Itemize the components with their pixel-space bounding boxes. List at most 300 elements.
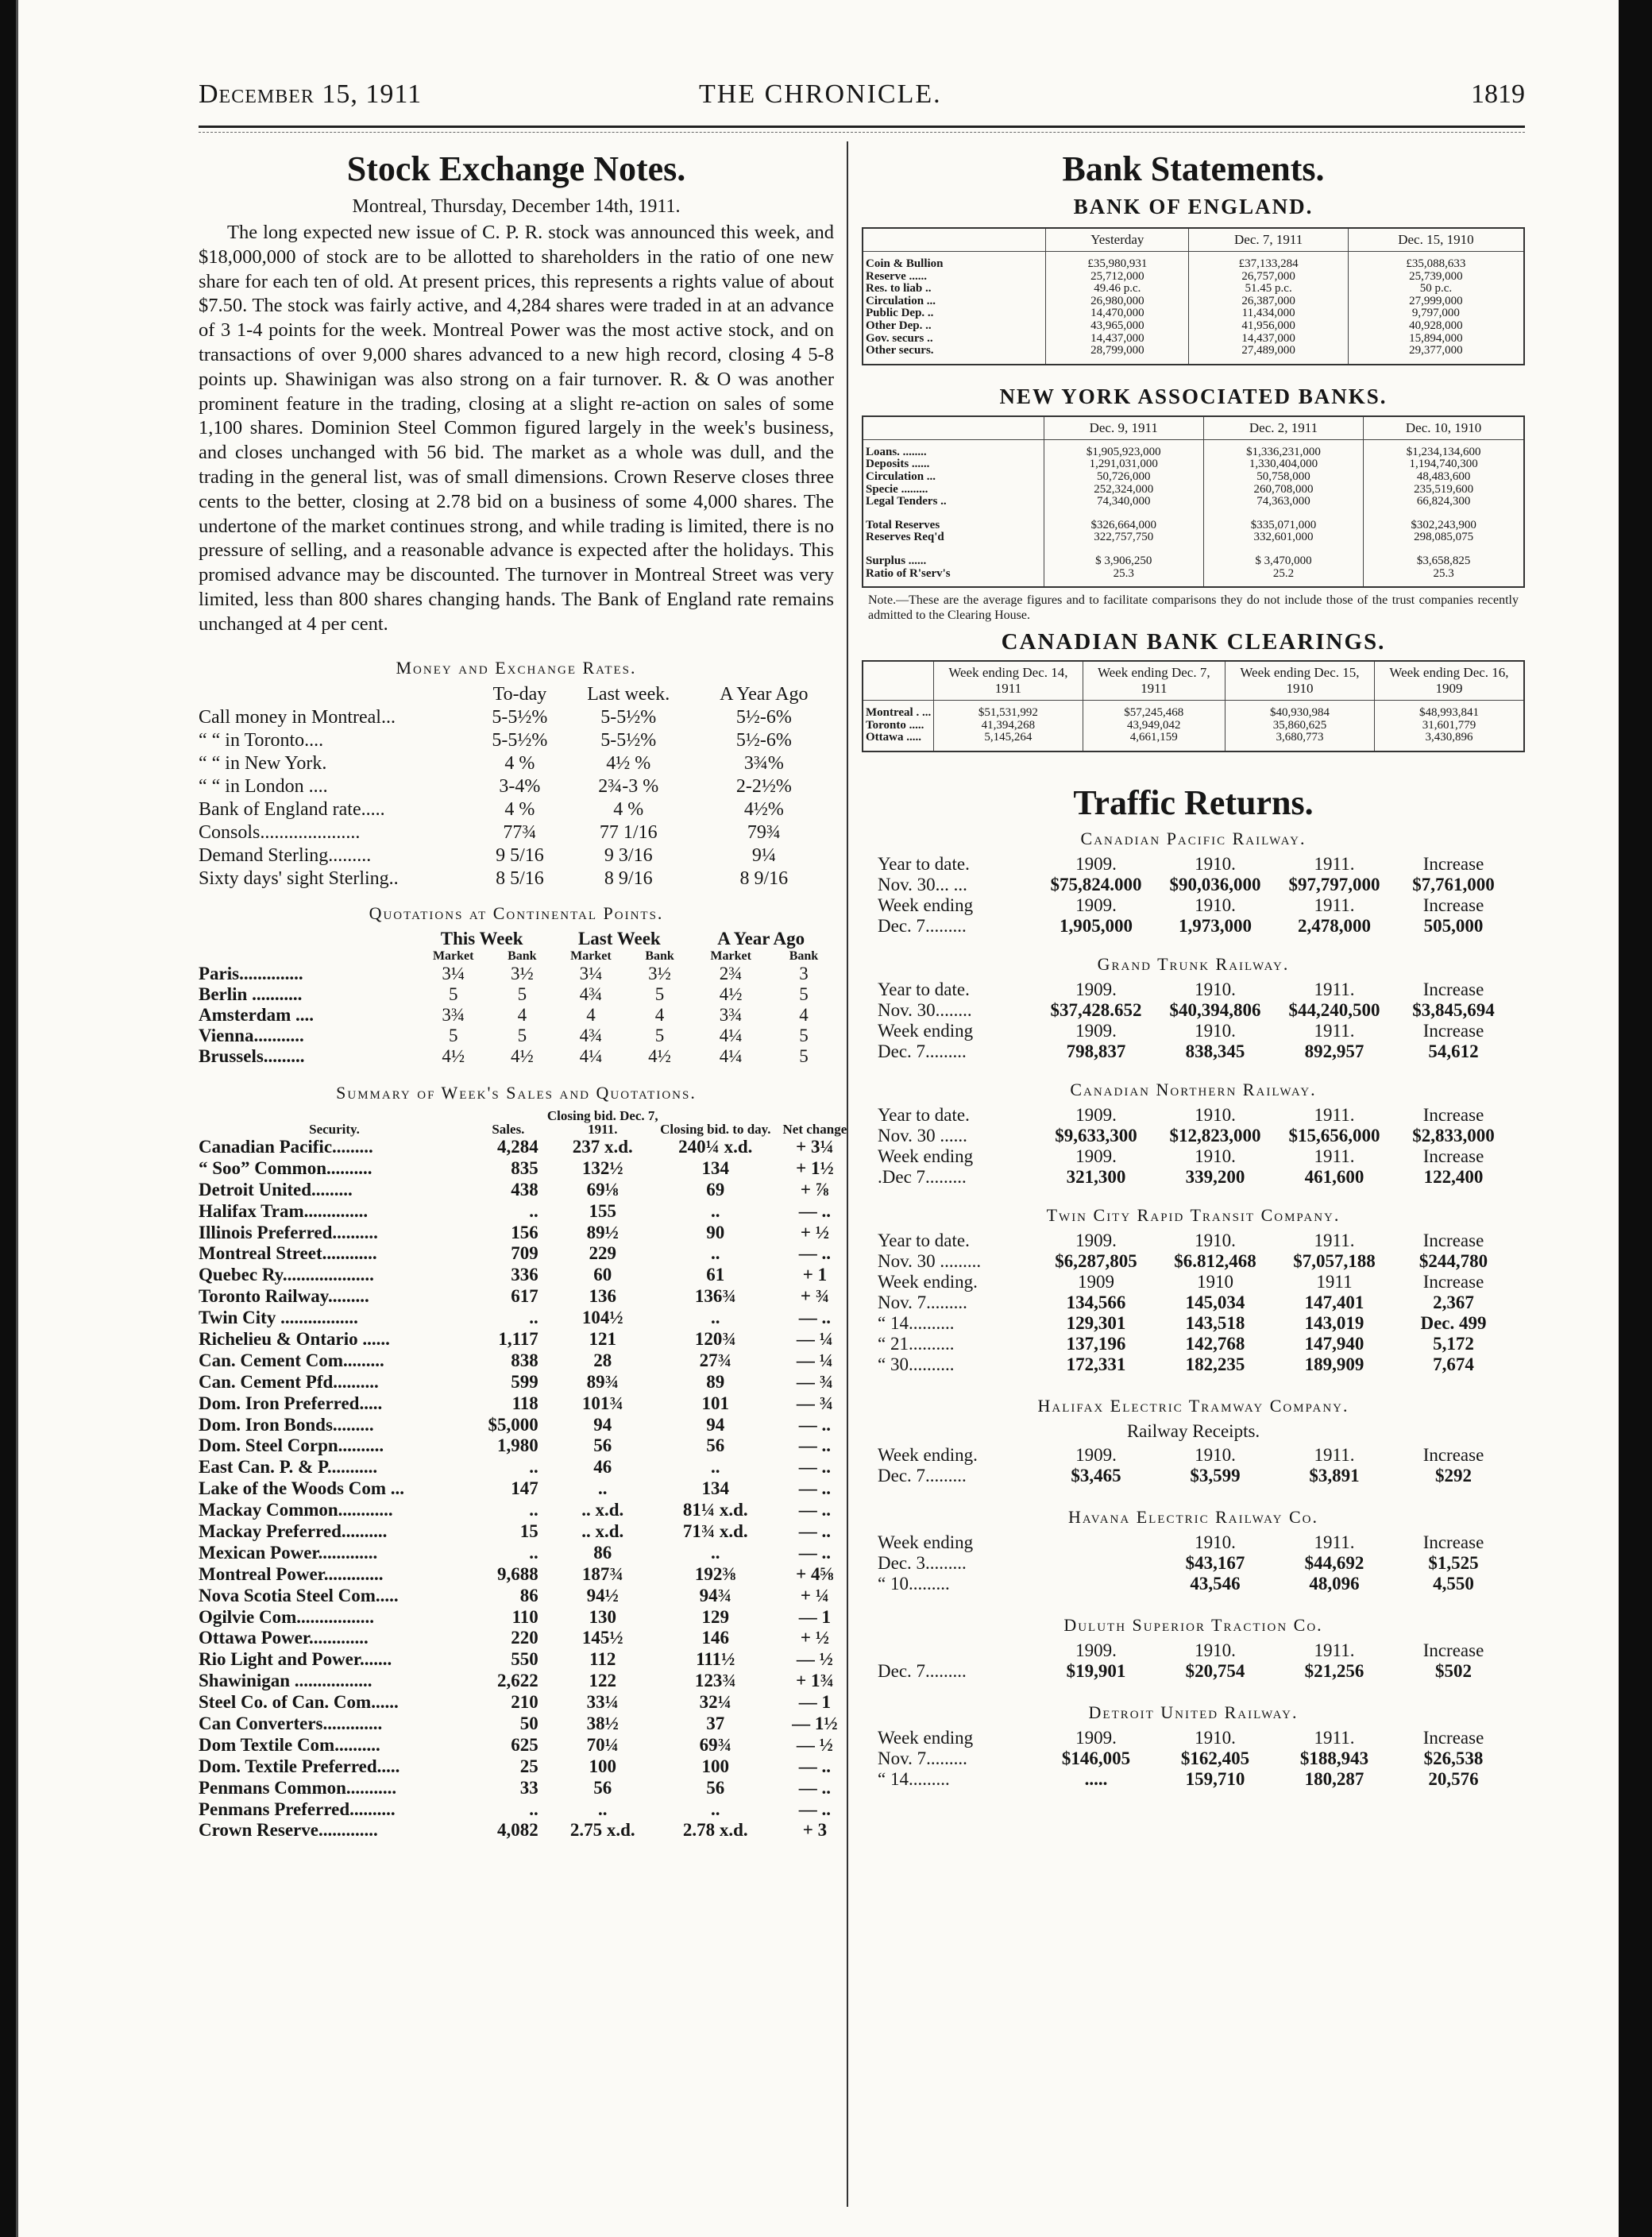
summary-closing-today: 69¾ (699, 1734, 731, 1755)
stock-notes-body: The long expected new issue of C. P. R. stock was announced this week, and $18,000,000 of stock are to be allotted to shareholders in the ratio of one new share for each ten of old. At present prices, this represents a rights value of about $7.50. The stock was fairly active, and 4,284 shares were traded in at an advance of 3 1-4 points for the week. Montreal Power was the most active stock, and on transactions of over 9,000 shares advanced to a new high record, closing 4 5-8 points up. Shawinigan was also strong on a fair turnover. R. & O was another prominent feature in the trading, closing at a slight re-action on sales of some 1,100 shares. Dominion Steel Common figured largely in the week's business, and closes unchanged with 56 bid. The market as a whole was dull, and the trading in the general list, was of small dimensions. Crown Reserve closes three cents to the better, closing at 2.78 bid on a business of some 4,000 shares. The undertone of the market continues strong, and while trading is limited, there is no pressure of selling, and a reasonable advance is expected after the holidays. This promised advance may be discounted. The turnover in Montreal Street was very limited, less than 800 shares changing hands. The Bank of England rate remains unchanged at 4 per cent. (199, 222, 834, 635)
summary-closing-prev: 89½ (586, 1222, 619, 1242)
summary-closing-prev: .. x.d. (581, 1500, 624, 1520)
continental-row (199, 1005, 834, 1026)
traffic-cnr-table (878, 1105, 1513, 1188)
canadian-clearings-value-column (934, 701, 1083, 751)
traffic-label: .Dec 7......... (878, 1166, 967, 1187)
summary-sales: 25 (519, 1756, 538, 1776)
traffic-value: $1,525 (1428, 1552, 1479, 1573)
money-rate-value: 77¾ (503, 821, 537, 843)
traffic-value: $7,057,188 (1293, 1250, 1376, 1271)
summary-row (199, 1286, 858, 1308)
summary-row (199, 1628, 858, 1649)
summary-sales: 156 (511, 1222, 538, 1242)
bank-of-england-data-row (863, 252, 1524, 365)
summary-table (199, 1108, 858, 1841)
new-york-banks-value: 25.2 (1272, 566, 1295, 580)
new-york-banks-label: Reserves Req'd (866, 531, 944, 544)
traffic-label: Week ending. (878, 1271, 978, 1292)
bank-of-england-value: 14,470,000 (1090, 307, 1144, 320)
summary-net-change: — ¼ (796, 1329, 833, 1349)
new-york-banks-value: 252,324,000 (1094, 482, 1154, 496)
traffic-value: 142,768 (1185, 1333, 1245, 1354)
continental-sub-header: Market (432, 949, 474, 963)
summary-header: Net change (782, 1121, 847, 1137)
traffic-label: Nov. 30 ......... (878, 1250, 982, 1271)
continental-table (199, 929, 834, 1067)
summary-closing-prev: 70¼ (586, 1734, 619, 1755)
traffic-value: 180,287 (1304, 1768, 1364, 1789)
summary-security: Toronto Railway......... (199, 1286, 369, 1307)
traffic-label: Dec. 7......... (878, 1465, 967, 1486)
summary-security: Detroit United......... (199, 1179, 353, 1200)
bank-of-england-label: Other securs. (866, 344, 934, 357)
summary-security: Mackay Preferred.......... (199, 1521, 388, 1542)
continental-value: 5 (654, 983, 665, 1004)
canadian-clearings-header: Week ending Dec. 16, 1909 (1374, 661, 1524, 701)
summary-closing-prev: 229 (589, 1243, 617, 1264)
traffic-detroit-row (878, 1769, 1513, 1790)
bank-of-england-label-column (863, 252, 1046, 365)
continental-value: 2¾ (719, 963, 743, 983)
page-right-edge (1619, 0, 1652, 2237)
money-rate-value: 9 5/16 (496, 844, 544, 866)
traffic-halifax-row (878, 1445, 1513, 1466)
summary-closing-today: .. (711, 1308, 720, 1328)
traffic-value: 1910 (1197, 1271, 1233, 1292)
traffic-twin-table (878, 1231, 1513, 1375)
summary-security: Steel Co. of Can. Com...... (199, 1692, 399, 1713)
traffic-value: Increase (1422, 1727, 1484, 1748)
bank-of-england-value: 25,739,000 (1409, 269, 1463, 283)
summary-closing-today: .. (711, 1542, 720, 1563)
canadian-clearings-value: 43,949,042 (1127, 718, 1181, 732)
new-york-banks-data-row (863, 439, 1524, 587)
left-column (199, 147, 847, 1841)
bank-of-england-value: 9,797,000 (1411, 307, 1460, 320)
summary-security: Lake of the Woods Com ... (199, 1478, 404, 1499)
summary-security: Dom. Iron Preferred..... (199, 1393, 383, 1413)
traffic-cnr-row (878, 1146, 1513, 1167)
traffic-duluth-row (878, 1661, 1513, 1682)
summary-sales: 50 (519, 1713, 538, 1734)
summary-row (199, 1243, 858, 1265)
money-rate-value: 3¾% (743, 752, 784, 774)
summary-closing-prev: .. x.d. (581, 1521, 624, 1542)
canadian-clearings-label: Toronto ..... (866, 718, 924, 732)
traffic-label: Nov. 7......... (878, 1748, 967, 1768)
new-york-banks-value: $302,243,900 (1411, 518, 1476, 531)
new-york-banks-value: 74,340,000 (1096, 495, 1151, 508)
money-rates-header: A Year Ago (720, 683, 809, 705)
summary-net-change: — .. (798, 1521, 832, 1542)
summary-row (199, 1756, 858, 1777)
summary-sales: .. (529, 1500, 538, 1520)
summary-sales: 9,688 (497, 1563, 538, 1584)
traffic-value: 1910. (1195, 1020, 1236, 1041)
summary-sales: 2,622 (497, 1671, 538, 1691)
new-york-banks-value: $1,336,231,000 (1246, 445, 1321, 458)
bank-of-england-value: 25,712,000 (1090, 269, 1144, 283)
summary-sales: 4,284 (497, 1136, 538, 1157)
bank-of-england-title: BANK OF ENGLAND. (1073, 195, 1314, 218)
traffic-value: 137,196 (1066, 1333, 1126, 1354)
traffic-twin-title: Twin City Rapid Transit Company. (1046, 1204, 1341, 1225)
summary-sales: 625 (511, 1734, 538, 1755)
summary-closing-today: 192⅜ (694, 1563, 736, 1584)
traffic-value: Increase (1422, 1020, 1484, 1041)
summary-row (199, 1585, 858, 1606)
traffic-value: 461,600 (1304, 1166, 1364, 1187)
new-york-banks-label: Circulation ... (866, 469, 936, 483)
bank-of-england-value: 28,799,000 (1090, 344, 1144, 357)
summary-closing-today: .. (711, 1200, 720, 1221)
bank-of-england-label: Public Dep. .. (866, 307, 934, 320)
summary-sales: 1,117 (498, 1329, 538, 1349)
traffic-value: $162,405 (1180, 1748, 1250, 1768)
money-rates-table (199, 683, 834, 891)
summary-security: Shawinigan ................. (199, 1671, 372, 1691)
summary-closing-prev: 60 (593, 1265, 612, 1285)
traffic-value: 1911. (1314, 894, 1355, 915)
canadian-clearings-value: 5,145,264 (984, 731, 1032, 744)
traffic-value: 143,019 (1304, 1312, 1364, 1333)
continental-row (199, 1026, 834, 1046)
summary-sales: 220 (511, 1628, 538, 1648)
money-rates-header (199, 683, 477, 706)
continental-row (199, 964, 834, 984)
traffic-cnr-row (878, 1167, 1513, 1188)
new-york-note: Note.—These are the average figures and to facilitate comparisons they do not include those of the trust companies recently admitted to the Clearing House. (868, 593, 1519, 623)
summary-row (199, 1457, 858, 1478)
money-rates-title: Money and Exchange Rates. (396, 657, 637, 678)
traffic-value: $44,240,500 (1288, 999, 1380, 1020)
money-rate-value: 9¼ (751, 844, 776, 866)
continental-city: Paris.............. (199, 963, 303, 983)
summary-closing-prev: 69⅛ (586, 1179, 619, 1200)
traffic-value: 1911. (1314, 979, 1355, 999)
summary-closing-prev: 145½ (581, 1628, 623, 1648)
money-rates-header: To-day (492, 683, 547, 705)
summary-security: Canadian Pacific......... (199, 1136, 373, 1157)
traffic-label: Dec. 7......... (878, 1660, 967, 1681)
summary-sales: 86 (519, 1585, 538, 1605)
summary-closing-prev: 56 (593, 1435, 612, 1456)
traffic-value: 4,550 (1433, 1573, 1474, 1594)
new-york-banks-value: $ 3,470,000 (1255, 554, 1312, 567)
traffic-value: 2,367 (1433, 1292, 1474, 1312)
new-york-banks-label: Specie ......... (866, 482, 928, 496)
continental-value: 4½ (719, 983, 743, 1004)
traffic-value: 172,331 (1066, 1354, 1126, 1374)
bank-of-england-value: £35,980,931 (1087, 257, 1148, 270)
continental-sub-row (199, 949, 834, 964)
money-rate-label: “ “ in London .... (199, 775, 328, 797)
summary-security: Mexican Power............. (199, 1542, 378, 1563)
traffic-value: $146,005 (1061, 1748, 1131, 1768)
traffic-label: “ 14......... (878, 1768, 950, 1789)
money-rate-value: 9 3/16 (604, 844, 653, 866)
summary-row (199, 1137, 858, 1158)
continental-sub-header: Bank (508, 949, 537, 963)
traffic-value: $97,797,000 (1288, 874, 1380, 894)
summary-closing-prev: .. (598, 1478, 608, 1499)
traffic-value: Increase (1422, 853, 1484, 874)
summary-sales: 1,980 (497, 1435, 538, 1456)
summary-closing-prev: 121 (589, 1329, 617, 1349)
money-rate-value: 3-4% (499, 775, 541, 797)
traffic-value (1036, 1553, 1156, 1574)
summary-security: Crown Reserve............. (199, 1820, 378, 1841)
summary-closing-today: .. (711, 1798, 720, 1819)
summary-sales: .. (529, 1542, 538, 1563)
continental-value: 3¼ (579, 963, 603, 983)
bank-of-england-value: 26,387,000 (1241, 294, 1295, 307)
summary-net-change: — 1 (798, 1692, 832, 1713)
summary-sales: 550 (511, 1649, 538, 1670)
summary-sales: 4,082 (497, 1820, 538, 1841)
header-title: THE CHRONICLE. (699, 79, 942, 109)
canadian-clearings-value: $51,531,992 (978, 706, 1038, 720)
traffic-value: Increase (1422, 979, 1484, 999)
canadian-clearings-value: $57,245,468 (1124, 706, 1184, 720)
traffic-value: 1910. (1195, 1146, 1236, 1166)
header-rule (199, 126, 1525, 128)
traffic-label: Year to date. (878, 979, 970, 999)
canadian-clearings-header (863, 661, 934, 701)
continental-value: 4½ (442, 1045, 465, 1066)
traffic-havana-row (878, 1574, 1513, 1594)
traffic-value: 1909 (1078, 1271, 1114, 1292)
traffic-cnr-title: Canadian Northern Railway. (1070, 1079, 1317, 1099)
traffic-label: Nov. 30... ... (878, 874, 967, 894)
new-york-banks-value-column (1364, 439, 1524, 587)
continental-blank-sub (199, 949, 413, 964)
summary-closing-today: 89 (706, 1371, 725, 1392)
continental-value: 5 (517, 983, 527, 1004)
money-rate-value: 5½-6% (735, 706, 792, 728)
new-york-banks-title: NEW YORK ASSOCIATED BANKS. (999, 384, 1388, 408)
money-rate-value: 4 % (613, 798, 644, 820)
summary-security: Can. Cement Pfd.......... (199, 1371, 379, 1392)
continental-group-header: This Week (440, 928, 523, 949)
traffic-value: 129,301 (1066, 1312, 1126, 1333)
continental-sub-header: Bank (645, 949, 674, 963)
money-rate-label: Sixty days' sight Sterling.. (199, 867, 399, 889)
traffic-twin-row (878, 1272, 1513, 1292)
summary-security: Ogilvie Com................. (199, 1606, 375, 1627)
traffic-value: $43,167 (1185, 1552, 1245, 1573)
summary-closing-today: 37 (706, 1713, 725, 1734)
summary-closing-today: 240¼ x.d. (678, 1136, 753, 1157)
summary-row (199, 1435, 858, 1457)
traffic-label: Week ending (878, 1020, 974, 1041)
summary-security: Dom. Textile Preferred..... (199, 1756, 400, 1776)
traffic-value: 1,973,000 (1179, 915, 1252, 936)
summary-sales: 835 (511, 1157, 538, 1178)
bank-of-england-label: Res. to liab .. (866, 282, 932, 296)
traffic-value: 1909. (1075, 1146, 1117, 1166)
traffic-value: Increase (1422, 1532, 1484, 1552)
summary-header: Closing bid. Dec. 7, 1911. (546, 1107, 658, 1137)
money-rate-label: Call money in Montreal... (199, 706, 396, 728)
traffic-twin-row (878, 1231, 1513, 1251)
traffic-value: Increase (1422, 1640, 1484, 1660)
bank-of-england-value: 43,965,000 (1090, 319, 1144, 332)
new-york-banks-label: Total Reserves (866, 518, 940, 531)
summary-sales: 709 (511, 1243, 538, 1264)
summary-closing-prev: 104½ (581, 1308, 623, 1328)
traffic-value: 1911. (1314, 1230, 1355, 1250)
canadian-clearings-value: 3,430,896 (1425, 731, 1473, 744)
money-rates-row (199, 821, 834, 844)
traffic-value: $7,761,000 (1412, 874, 1495, 894)
traffic-value: 838,345 (1185, 1041, 1245, 1061)
traffic-value: ..... (1084, 1768, 1108, 1789)
traffic-value: 1909. (1075, 853, 1117, 874)
canadian-clearings-title: CANADIAN BANK CLEARINGS. (1001, 629, 1386, 655)
traffic-cpr-row (878, 916, 1513, 937)
summary-net-change: + ¾ (800, 1286, 829, 1307)
summary-closing-prev: 56 (593, 1777, 612, 1798)
summary-sales: .. (529, 1308, 538, 1328)
summary-sales: .. (529, 1457, 538, 1478)
right-column (862, 147, 1525, 1790)
summary-security: Dom. Steel Corpn.......... (199, 1435, 384, 1456)
summary-security: Can. Cement Com......... (199, 1350, 384, 1370)
traffic-value: $21,256 (1304, 1660, 1364, 1681)
new-york-banks-header: Dec. 2, 1911 (1203, 416, 1363, 440)
bank-of-england-value: 40,928,000 (1409, 319, 1463, 332)
summary-net-change: + 3 (802, 1820, 828, 1841)
traffic-value: $26,538 (1423, 1748, 1484, 1768)
new-york-banks-value: 1,291,031,000 (1089, 458, 1158, 471)
bank-of-england-value: 11,434,000 (1241, 307, 1295, 320)
summary-row (199, 1798, 858, 1820)
continental-value: 4½ (648, 1045, 671, 1066)
new-york-banks-value: 1,194,740,300 (1409, 458, 1478, 471)
traffic-gtr-row (878, 1041, 1513, 1062)
continental-value: 4¾ (579, 983, 603, 1004)
traffic-value: 147,940 (1304, 1333, 1364, 1354)
canadian-clearings-value: 4,661,159 (1129, 731, 1178, 744)
traffic-label: Nov. 7......... (878, 1292, 967, 1312)
continental-value: 4 (799, 1004, 809, 1025)
summary-closing-today: 123¾ (694, 1671, 736, 1691)
new-york-banks-header-row (863, 416, 1524, 440)
summary-security: Montreal Street............ (199, 1243, 377, 1264)
money-rate-value: 8 5/16 (496, 867, 544, 889)
traffic-value: 189,909 (1304, 1354, 1364, 1374)
traffic-havana-table (878, 1532, 1513, 1594)
summary-sales: $5,000 (488, 1414, 538, 1435)
bank-of-england-value: £37,133,284 (1238, 257, 1299, 270)
summary-closing-prev: 100 (589, 1756, 617, 1776)
traffic-value: $3,845,694 (1412, 999, 1495, 1020)
summary-closing-today: 90 (706, 1222, 725, 1242)
canadian-clearings-value-column (1374, 701, 1524, 751)
money-rate-label: Demand Sterling......... (199, 844, 372, 866)
traffic-value (1036, 1532, 1156, 1553)
summary-row (199, 1478, 858, 1500)
summary-sales: 15 (519, 1521, 538, 1542)
traffic-value: $292 (1435, 1465, 1472, 1486)
traffic-value: $20,754 (1185, 1660, 1245, 1681)
bank-of-england-header-row (863, 228, 1524, 252)
traffic-value: 2,478,000 (1298, 915, 1371, 936)
traffic-value: 143,518 (1185, 1312, 1245, 1333)
money-rate-value: 4 % (504, 752, 535, 774)
summary-closing-today: 94¾ (699, 1585, 731, 1605)
summary-row (199, 1157, 858, 1179)
canadian-clearings-header: Week ending Dec. 15, 1910 (1225, 661, 1374, 701)
traffic-value (1036, 1574, 1156, 1594)
summary-row (199, 1200, 858, 1222)
bank-statements-title: Bank Statements. (1062, 149, 1325, 188)
summary-closing-today: 32¼ (699, 1692, 731, 1713)
continental-value: 3¾ (442, 1004, 465, 1025)
traffic-value: 1909. (1075, 1444, 1117, 1465)
traffic-value: 147,401 (1304, 1292, 1364, 1312)
traffic-value: 43,546 (1190, 1573, 1241, 1594)
new-york-banks-value: 74,363,000 (1256, 495, 1310, 508)
traffic-value: 134,566 (1066, 1292, 1126, 1312)
summary-closing-prev: 187¾ (581, 1563, 623, 1584)
summary-row (199, 1649, 858, 1671)
continental-value: 5 (654, 1025, 665, 1045)
traffic-value: 1910. (1195, 853, 1236, 874)
traffic-value: Increase (1422, 894, 1484, 915)
traffic-value: 1911. (1314, 1104, 1355, 1125)
traffic-value: Increase (1422, 1444, 1484, 1465)
summary-net-change: — .. (798, 1457, 832, 1478)
summary-net-change: — ½ (796, 1649, 833, 1670)
summary-net-change: + 1½ (796, 1157, 834, 1178)
bank-of-england-value: 26,980,000 (1090, 294, 1144, 307)
traffic-value: $6,287,805 (1055, 1250, 1137, 1271)
money-rates-header-row (199, 683, 834, 706)
traffic-value: 505,000 (1423, 915, 1484, 936)
summary-closing-prev: 132½ (581, 1157, 623, 1178)
summary-closing-prev: 136 (589, 1286, 617, 1307)
new-york-banks-header: Dec. 9, 1911 (1044, 416, 1203, 440)
traffic-value: 1910. (1195, 1444, 1236, 1465)
continental-value: 4 (586, 1004, 596, 1025)
summary-title: Summary of Week's Sales and Quotations. (336, 1082, 697, 1103)
traffic-label: Week ending. (878, 1444, 978, 1465)
summary-row (199, 1265, 858, 1286)
traffic-value: Increase (1422, 1271, 1484, 1292)
traffic-value: 1909. (1075, 1640, 1117, 1660)
summary-row (199, 1777, 858, 1798)
summary-closing-prev: 28 (593, 1350, 612, 1370)
money-rate-value: 4½% (743, 798, 784, 820)
bank-of-england-value: 27,489,000 (1241, 344, 1295, 357)
traffic-value: 1910. (1195, 979, 1236, 999)
continental-value: 4¼ (719, 1045, 743, 1066)
summary-net-change: — .. (798, 1798, 832, 1819)
continental-value: 5 (799, 1045, 809, 1066)
traffic-value: 1911. (1314, 1444, 1355, 1465)
summary-header: Sales. (492, 1121, 525, 1137)
bank-of-england-value: 50 p.c. (1419, 282, 1453, 296)
traffic-sections (862, 829, 1525, 1790)
summary-security: Montreal Power............. (199, 1563, 384, 1584)
summary-sales: .. (529, 1798, 538, 1819)
traffic-havana-row (878, 1532, 1513, 1553)
bank-of-england-label: Gov. securs .. (866, 331, 933, 345)
new-york-banks-value: 48,483,600 (1416, 469, 1471, 483)
